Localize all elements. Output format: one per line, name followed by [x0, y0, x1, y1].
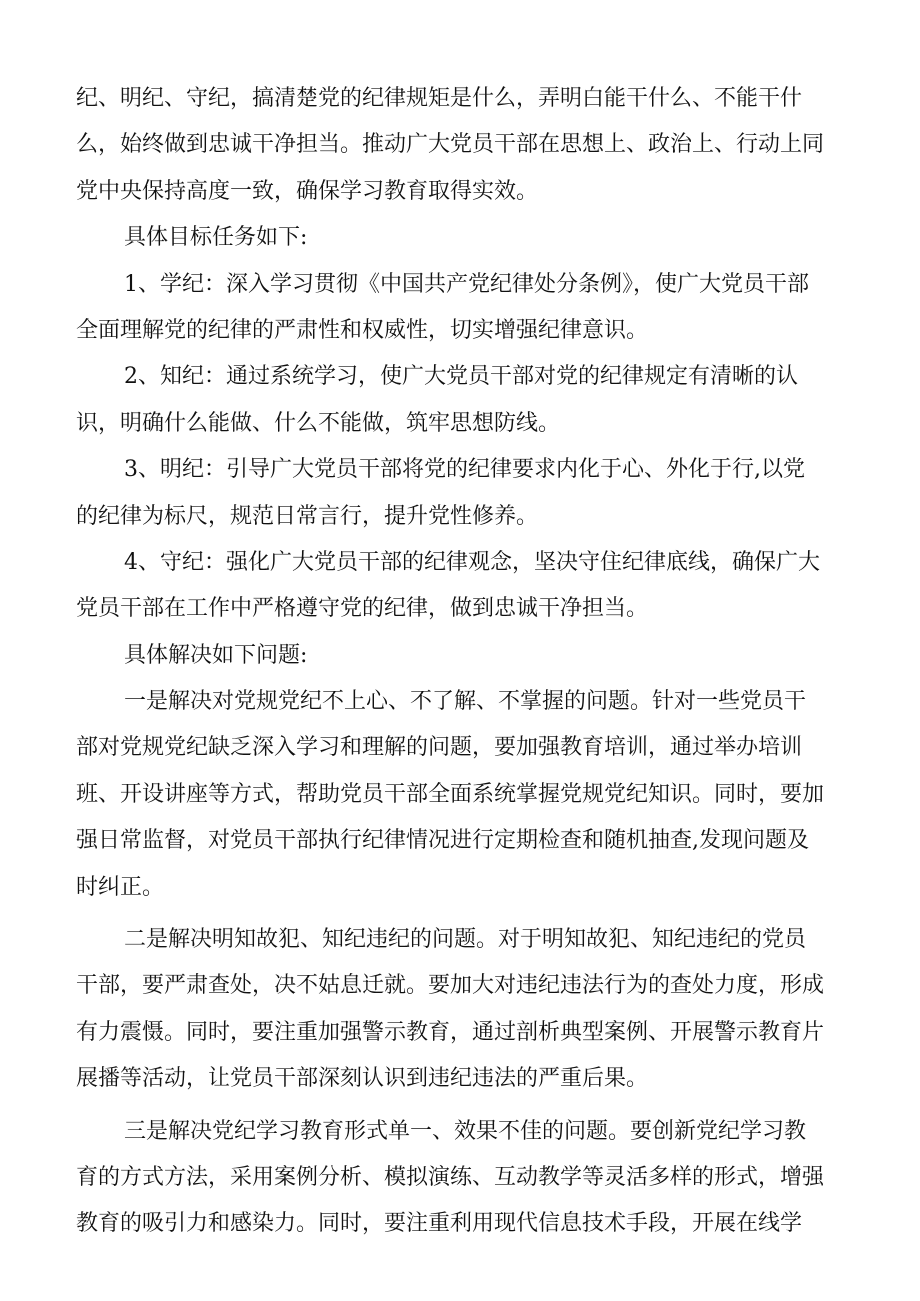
text-line: 的纪律为标尺，规范日常言行，提升党性修养。 [76, 503, 539, 529]
text-line: 识，明确什么能做、什么不能做，筑牢思想防线。 [76, 410, 561, 436]
text-line: 展播等活动，让党员干部深刻认识到违纪违法的严重后果。 [76, 1066, 649, 1092]
text-line: 育的方式方法，采用案例分析、模拟演练、互动教学等灵活多样的形式，增强 [76, 1164, 825, 1190]
document-body [76, 76, 866, 1248]
text-line: 三是解决党纪学习教育形式单一、效果不佳的问题。要创新党纪学习教 [124, 1118, 807, 1144]
text-line: 二是解决明知故犯、知纪违纪的问题。对于明知故犯、知纪违纪的党员 [124, 927, 807, 953]
text-line: 么，始终做到忠诚干净担当。推动广大党员干部在思想上、政治上、行动上同 [76, 132, 825, 158]
text-line: 4、守纪：强化广大党员干部的纪律观念，坚决守住纪律底线，确保广大 [124, 549, 820, 575]
text-line: 班、开设讲座等方式，帮助党员干部全面系统掌握党规党纪知识。同时，要加 [76, 781, 825, 807]
text-line: 党员干部在工作中严格遵守党的纪律，做到忠诚干净担当。 [76, 596, 649, 622]
text-line: 全面理解党的纪律的严肃性和权威性，切实增强纪律意识。 [76, 317, 649, 343]
text-line: 强日常监督，对党员干部执行纪律情况进行定期检查和随机抽查,发现问题及 [76, 828, 809, 854]
text-line: 纪、明纪、守纪，搞清楚党的纪律规矩是什么，弄明白能干什么、不能干什 [76, 86, 803, 111]
text-line: 1、学纪：深入学习贯彻《中国共产党纪律处分条例》，使广大党员干部 [124, 271, 809, 297]
text-line: 具体目标任务如下: [124, 225, 308, 251]
text-line: 有力震慑。同时，要注重加强警示教育，通过剖析典型案例、开展警示教育片 [76, 1019, 825, 1045]
text-line: 具体解决如下问题: [124, 642, 308, 668]
text-line: 教育的吸引力和感染力。同时，要注重利用现代信息技术手段，开展在线学 [76, 1211, 803, 1237]
text-line: 党中央保持高度一致，确保学习教育取得实效。 [76, 178, 539, 204]
text-line: 部对党规党纪缺乏深入学习和理解的问题，要加强教育培训，通过举办培训 [76, 735, 803, 761]
text-line: 一是解决对党规党纪不上心、不了解、不掌握的问题。针对一些党员干 [124, 689, 807, 715]
text-line: 时纠正。 [76, 874, 165, 900]
text-line: 3、明纪：引导广大党员干部将党的纪律要求内化于心、外化于行,以党 [124, 457, 805, 483]
text-line: 干部，要严肃查处，决不姑息迁就。要加大对违纪违法行为的查处力度，形成 [76, 973, 825, 999]
text-line: 2、知纪：通过系统学习，使广大党员干部对党的纪律规定有清晰的认 [124, 364, 798, 390]
